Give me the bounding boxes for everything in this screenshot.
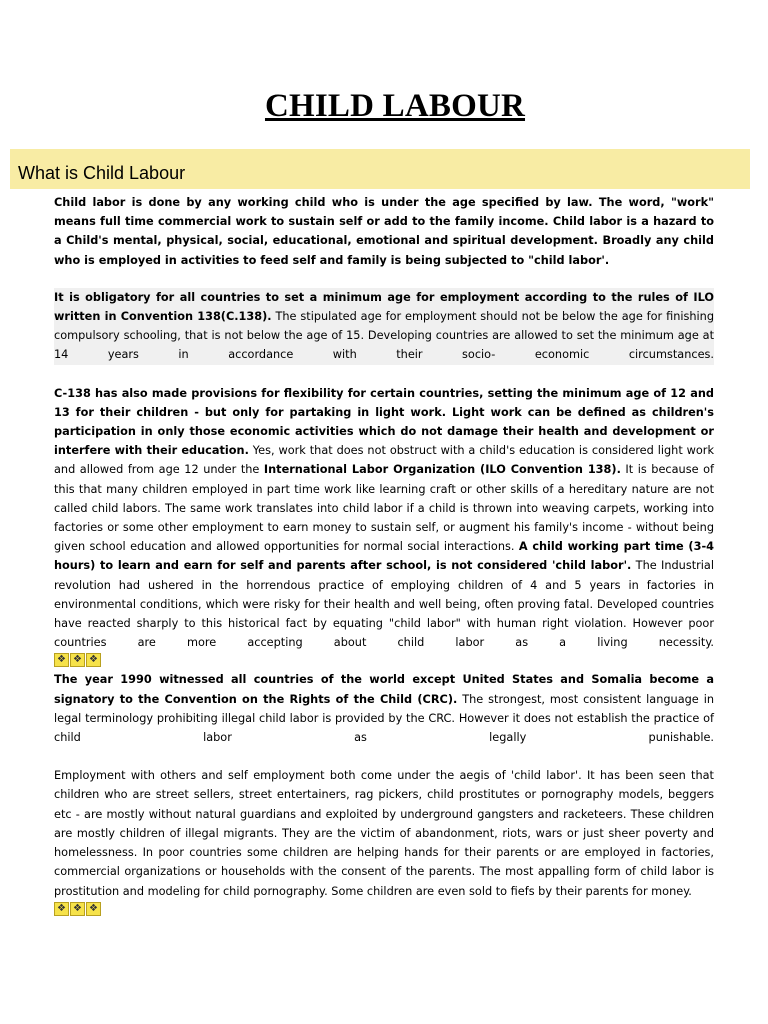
page-title: CHILD LABOUR [264, 88, 526, 124]
light-work-bold-3: A child working part time (3-4 hours) to learn and earn for self and parents after school, is not considered 'child labor'. [54, 540, 714, 573]
decorative-tile-icon: ❖ [86, 902, 101, 916]
ilo-minimum-age-bold: It is obligatory for all countries to set a minimum age for employment according to the rules of ILO written in Convention 138(C.138). [54, 290, 714, 324]
decorative-tile-icon: ❖ [70, 653, 85, 667]
decorative-tile-icon: ❖ [54, 902, 69, 916]
paragraph-light-work [54, 384, 714, 653]
employment-text: Employment with others and self employment both come under the aegis of 'child labor'. It has been seen that children who are street sellers, street entertainers, rag pickers, child prostitutes or pornography models, beggers etc - are mostly without natural guardians and exploited by underground gangsters and racketeers. These children are mostly children of illegal migrants. They are the victim of abandonment, riots, wars or just sheer poverty and homelessness. In poor countries some children are helping hands for their parents or are employed in factories, commercial organizations or households with the consent of the parents. The most appalling form of child labor is prostitution and modeling for child pornography. Some children are even sold to fiefs by their parents for money. [54, 769, 714, 898]
article-body [54, 193, 714, 919]
light-work-bold-1: C-138 has also made provisions for flexibility for certain countries, setting the minimum age of 12 and 13 for their children - but only for partaking in light work. Light work can be defined as children's participation in only those economic activities which do not damage their health and development or interfere with their education. [54, 386, 714, 458]
paragraph-employment [54, 766, 714, 900]
paragraph-definition-text: Child labor is done by any working child who is under the age specified by law. The word, "work" means full time commercial work to sustain self or add to the family income. Child labor is a hazard to a Child's mental, physical, social, educational, emotional and spiritual development. Broadly any child who is employed in activities to feed self and family is being subjected to "child labor'. [54, 196, 714, 267]
decorative-tile-icon: ❖ [70, 902, 85, 916]
paragraph-definition [54, 193, 714, 270]
ilo-minimum-age-text: The stipulated age for employment should not be below the age for finishing compulsory schooling, that is not below the age of 15. Developing countries are allowed to set the minimum age at 14 years in accordance with their socio- economic circumstances. [54, 310, 715, 362]
paragraph-crc-1990 [54, 670, 714, 747]
light-work-text-2: It is because of this that many children employed in part time work like learning craft or other skills of a hereditary nature are not called child labors. The same work translates into child labor if a child is thrown into weaving carpets, working into factories or some other employment to earn money to sustain self, or augment his family's income - without being given school education and allowed opportunities for normal social interactions. [54, 463, 714, 554]
paragraph-ilo-minimum-age [54, 288, 714, 365]
decorative-tile-icon: ❖ [54, 653, 69, 667]
light-work-text-3: The Industrial revolution had ushered in the horrendous practice of employing children of 4 and 5 years in factories in environmental conditions, which were risky for their health and well being, often proving fatal. Developed countries have reacted sharply to this historical fact by equating "child labor" with human right violation. However poor countries are more accepting about child labor as a living necessity. [54, 559, 714, 650]
crc-1990-text: The strongest, most consistent language in legal terminology prohibiting illegal child labor is provided by the CRC. However it does not establish the practice of child labor as legally punishable. [54, 692, 714, 745]
section-heading-bar [10, 149, 750, 189]
decorative-icon-row-2 [54, 902, 714, 919]
crc-1990-bold: The year 1990 witnessed all countries of the world except United States and Somalia become a signatory to the Convention on the Rights of the Child (CRC). [54, 673, 714, 706]
light-work-text-1: Yes, work that does not obstruct with a child's education is considered light work and allowed from age 12 under the [54, 444, 714, 477]
light-work-bold-2: International Labor Organization (ILO Convention 138). [263, 463, 621, 477]
decorative-tile-icon: ❖ [86, 653, 101, 667]
section-heading: What is Child Labour [18, 163, 186, 183]
decorative-icon-row [54, 653, 714, 670]
